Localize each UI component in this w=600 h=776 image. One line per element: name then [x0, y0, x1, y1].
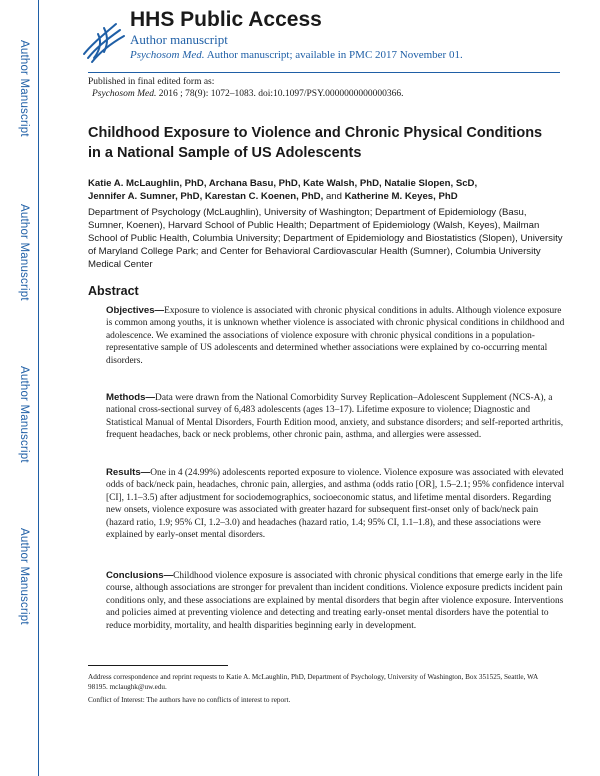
header-rule — [88, 72, 560, 73]
sidebar-divider — [38, 0, 39, 776]
sidebar-label: Author Manuscript — [18, 204, 30, 301]
publication-info — [88, 76, 568, 100]
sidebar-label: Author Manuscript — [18, 528, 30, 625]
authors-line-2-start: Jennifer A. Sumner, PhD, Karestan C. Koenen, PhD, — [88, 191, 324, 202]
footnote-rule — [88, 665, 228, 666]
hhs-eagle-logo-icon — [78, 14, 128, 66]
citation-journal: Psychosom Med. — [92, 89, 157, 99]
abstract-conclusions — [106, 570, 566, 632]
article-title: Childhood Exposure to Violence and Chronic Physical Conditions in a National Sample of US Adolescents — [88, 125, 543, 161]
citation-line — [88, 88, 568, 100]
authors-line-1: Katie A. McLaughlin, PhD, Archana Basu, PhD, Kate Walsh, PhD, Natalie Slopen, ScD, — [88, 178, 478, 189]
published-line: Published in final edited form as: — [88, 77, 215, 87]
abstract-objectives — [106, 305, 566, 367]
affiliations: Department of Psychology (McLaughlin), University of Washington; Department of Epidemiology (Basu, Sumner, Koenen), Harvard School of Public Health; Department of Epidemiology (Walsh, Keyes), Mailman School of Public Health, Columbia University; Department of Epidemiology and Biostatistics (Slopen), University of Maryland College Park; and Center for Behavioral Cardiovascular Health (Sumner), Columbia University Medical Center — [88, 207, 563, 270]
author-list — [88, 177, 558, 203]
abstract-results — [106, 467, 566, 541]
availability-note — [130, 48, 463, 62]
authors-last: Katherine M. Keyes, PhD — [344, 191, 458, 202]
availability-journal: Psychosom Med. — [130, 49, 205, 61]
correspondence-note: Address correspondence and reprint requests to Katie A. McLaughlin, PhD, Department of Psychology, University of Washington, Box 351525, Seattle, WA 98195. mclaughk@uw.edu. — [88, 673, 538, 691]
conclusions-label: Conclusions— — [106, 570, 174, 581]
footnotes — [88, 672, 558, 708]
methods-text: Data were drawn from the National Comorbidity Survey Replication–Adolescent Supplement (NCS-A), a national cross-sectional survey of 6,483 adolescents (ages 13–17). Lifetime exposure to violence; Diagnostic and Statistical Manual of Mental Disorders, Fourth Edition mood, anxiety, and substance disorders; and self-reported arthritis, frequent headaches, back or neck problems, other chronic pain, asthma, and allergies were assessed. — [106, 393, 564, 441]
hhs-public-access-title: HHS Public Access — [130, 8, 322, 31]
conclusions-text: Childhood violence exposure is associated with chronic physical conditions that emerge early in the life course, although associations are stronger for prevalent than incident conditions. Violence exposure predicts incident pain conditions only, and these associations are explained by mental disorders that begin after violence exposure. Interventions and policies aimed at preventing violence and detecting and treating early-onset mental disorders have the potential to reduce morbidity, mortality, and health disparities beginning early in development. — [106, 571, 564, 631]
results-text: One in 4 (24.99%) adolescents reported exposure to violence. Violence exposure was associated with elevated odds of back/neck pain, headaches, chronic pain, allergies, and asthma (odds ratio [OR], 1.5–2.1; 95% confidence interval [CI], 1.1–3.5) after adjustment for sociodemographics, socioeconomic status, and lifetime mental disorders. Regarding new onsets, violence exposure was associated with greater hazard for subsequent first-onset only of back/neck pain (hazard ratio, 1.9; 95% CI, 1.2–3.0) and headaches (hazard ratio, 1.4; 95% CI, 1.1–1.8), and these associations were explained by early-onset mental disorders. — [106, 468, 565, 541]
authors-line-2 — [88, 190, 558, 203]
authors-and: and — [323, 191, 345, 202]
sidebar-label: Author Manuscript — [18, 366, 30, 463]
author-manuscript-sidebar — [0, 0, 38, 776]
abstract-heading: Abstract — [88, 284, 139, 298]
abstract-methods — [106, 392, 566, 442]
objectives-label: Objectives— — [106, 305, 165, 316]
hhs-header — [50, 6, 570, 66]
results-label: Results— — [106, 467, 151, 478]
citation-text: 2016 ; 78(9): 1072–1083. doi:10.1097/PSY.0000000000000366. — [158, 89, 404, 99]
sidebar-label: Author Manuscript — [18, 40, 30, 137]
availability-text: Author manuscript; available in PMC 2017 November 01. — [206, 49, 463, 61]
conflict-note: Conflict of Interest: The authors have no conflicts of interest to report. — [88, 696, 291, 704]
objectives-text: Exposure to violence is associated with chronic physical conditions in adults. Although violence exposure is common among youths, it is unknown whether violence is associated with chronic physical conditions in childhood and adolescence. We examined the associations of violence exposure with chronic physical conditions in a population-representative sample of US adolescents and determined whether associations were explained by co-occurring mental disorders. — [106, 306, 565, 366]
methods-label: Methods— — [106, 392, 156, 403]
author-manuscript-subtitle: Author manuscript — [130, 32, 228, 47]
